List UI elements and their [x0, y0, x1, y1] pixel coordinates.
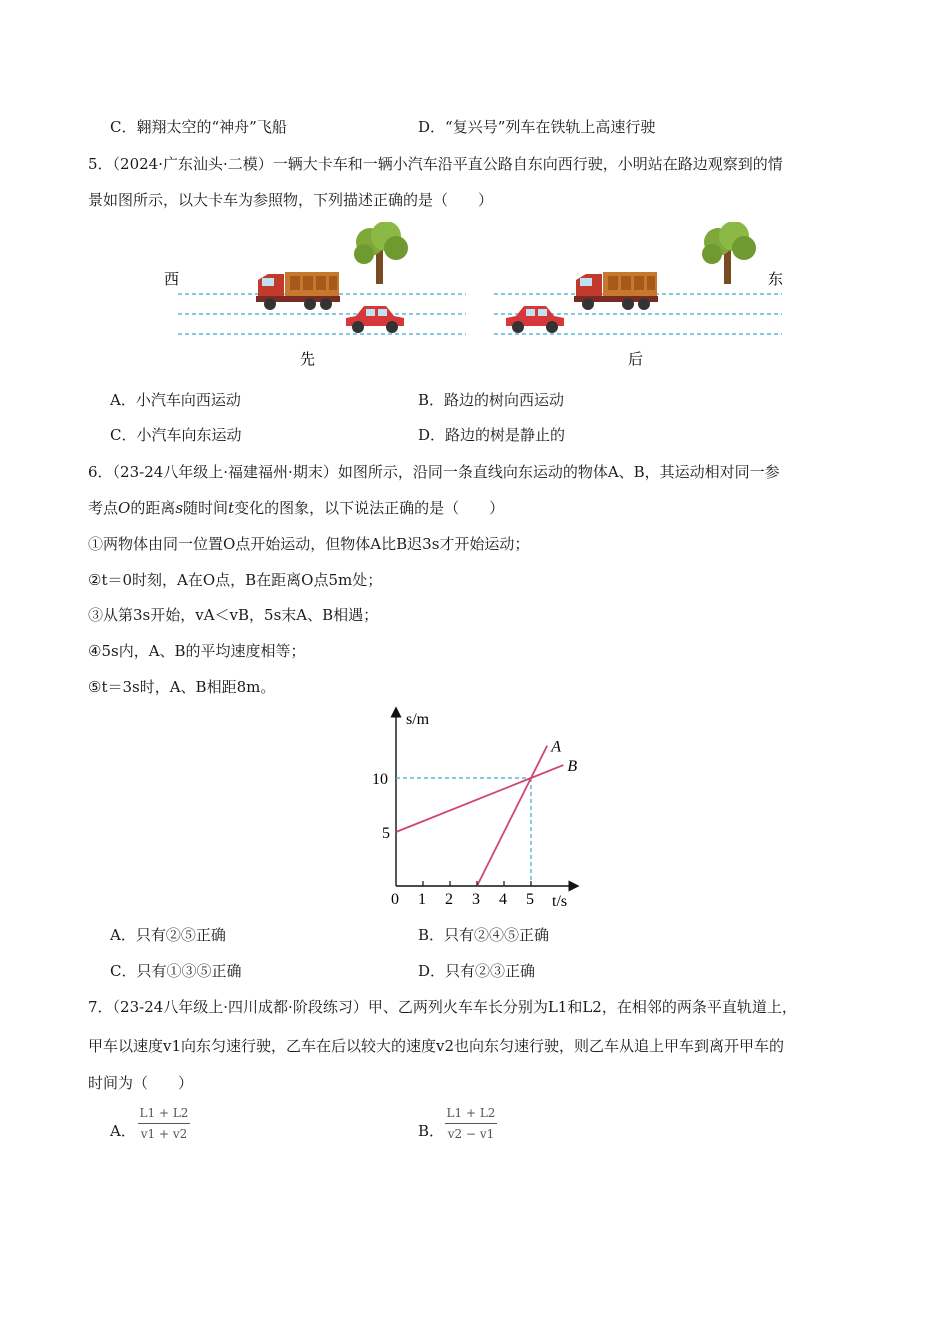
- x-tick-label: 5: [526, 891, 534, 908]
- q5-stem-line2: 景如图所示，以大卡车为参照物，下列描述正确的是（ ）: [88, 191, 494, 209]
- series-A-line: [477, 746, 547, 886]
- q7-option-a-label[interactable]: A．: [110, 1122, 136, 1140]
- y-axis-label: s/m: [406, 711, 430, 728]
- q6-stem-text-b: 的距离: [130, 499, 176, 517]
- q7-a-numerator: L1 + L2: [139, 1106, 189, 1120]
- q6-stem-o: O: [118, 499, 131, 517]
- q6-option-d[interactable]: D．只有②③正确: [418, 962, 536, 980]
- q6-statement-2: ②t＝0时刻，A在O点，B在距离O点5m处；: [88, 571, 383, 589]
- q6-stem-s: s: [175, 499, 184, 517]
- q7-stem-line3: 时间为（ ）: [88, 1074, 194, 1092]
- series-B-label: B: [567, 758, 578, 776]
- q7-option-b-fraction[interactable]: [441, 1106, 501, 1141]
- q6-stem-line2: [88, 498, 504, 518]
- car-icon-after: [506, 306, 564, 333]
- x-tick-label: 0: [391, 891, 399, 908]
- label-after: 后: [628, 352, 644, 368]
- q6-stem-t: t: [228, 499, 235, 517]
- q5-option-b[interactable]: B．路边的树向西运动: [418, 391, 565, 409]
- q5-figure: [150, 222, 800, 372]
- q4-option-c[interactable]: C．翱翔太空的“神舟”飞船: [110, 118, 287, 136]
- q7-b-denominator: v2 − v1: [447, 1127, 495, 1141]
- q6-option-a[interactable]: A．只有②⑤正确: [110, 926, 226, 944]
- q6-st-graph: [350, 702, 590, 914]
- x-axis-label: t/s: [552, 893, 568, 910]
- q6-stem-text-c: 随时间: [183, 499, 229, 517]
- x-tick-label: 1: [418, 891, 426, 908]
- q6-statement-1: ①两物体由同一位置O点开始运动，但物体A比B迟3s才开始运动；: [88, 535, 530, 553]
- q6-option-b[interactable]: B．只有②④⑤正确: [418, 926, 550, 944]
- series-B-line: [396, 765, 563, 832]
- fraction-bar: [138, 1123, 190, 1124]
- q6-statement-5: ⑤t＝3s时，A、B相距8m。: [88, 678, 276, 696]
- tree-icon-before: [354, 222, 408, 284]
- q7-b-numerator: L1 + L2: [446, 1106, 496, 1120]
- x-tick-label: 3: [472, 891, 480, 908]
- y-tick-label: 5: [382, 825, 390, 842]
- q6-statement-3: ③从第3s开始，vA＜vB，5s末A、B相遇；: [88, 606, 379, 624]
- q4-option-d[interactable]: D．“复兴号”列车在铁轨上高速行驶: [418, 118, 656, 136]
- truck-icon-before: [256, 272, 340, 310]
- guide-lines: [396, 778, 531, 886]
- label-before: 先: [300, 352, 316, 368]
- tree-icon-after: [702, 222, 756, 284]
- series-A-label: A: [551, 738, 561, 756]
- q7-option-a-fraction[interactable]: [134, 1106, 194, 1141]
- x-tick-label: 2: [445, 891, 453, 908]
- q7-stem-line1: 7．（23-24八年级上·四川成都·阶段练习）甲、乙两列火车车长分别为L1和L2，在相邻的两条平直轨道上，: [88, 998, 797, 1016]
- q7-option-b-label[interactable]: B．: [418, 1122, 445, 1140]
- series-lines: [396, 739, 577, 886]
- q6-stem-line1: 6．（23-24八年级上·福建福州·期末）如图所示，沿同一条直线向东运动的物体A、B，其运动相对同一参: [88, 463, 780, 481]
- q5-option-d[interactable]: D．路边的树是静止的: [418, 426, 566, 444]
- q5-option-c[interactable]: C．小汽车向东运动: [110, 426, 242, 444]
- q6-stem-text-a: 考点: [88, 499, 119, 517]
- car-icon-before: [346, 306, 404, 333]
- label-east: 东: [768, 272, 784, 288]
- fraction-bar: [445, 1123, 497, 1124]
- q6-statement-4: ④5s内，A、B的平均速度相等；: [88, 642, 306, 660]
- x-tick-label: 4: [499, 891, 507, 908]
- truck-icon-after: [574, 272, 658, 310]
- q5-stem-line1: 5．（2024·广东汕头·二模）一辆大卡车和一辆小汽车沿平直公路自东向西行驶，小明站在路边观察到的情: [88, 155, 783, 173]
- label-west: 西: [164, 272, 180, 288]
- q7-a-denominator: v1 + v2: [140, 1127, 188, 1141]
- q6-stem-text-d: 变化的图象，以下说法正确的是（ ）: [234, 499, 505, 517]
- q6-option-c[interactable]: C．只有①③⑤正确: [110, 962, 242, 980]
- q7-stem-line2: 甲车以速度v1向东匀速行驶，乙车在后以较大的速度v2也向东匀速行驶，则乙车从追上甲车到离开甲车的: [88, 1037, 785, 1055]
- y-tick-label: 10: [372, 771, 388, 788]
- q5-option-a[interactable]: A．小汽车向西运动: [110, 391, 241, 409]
